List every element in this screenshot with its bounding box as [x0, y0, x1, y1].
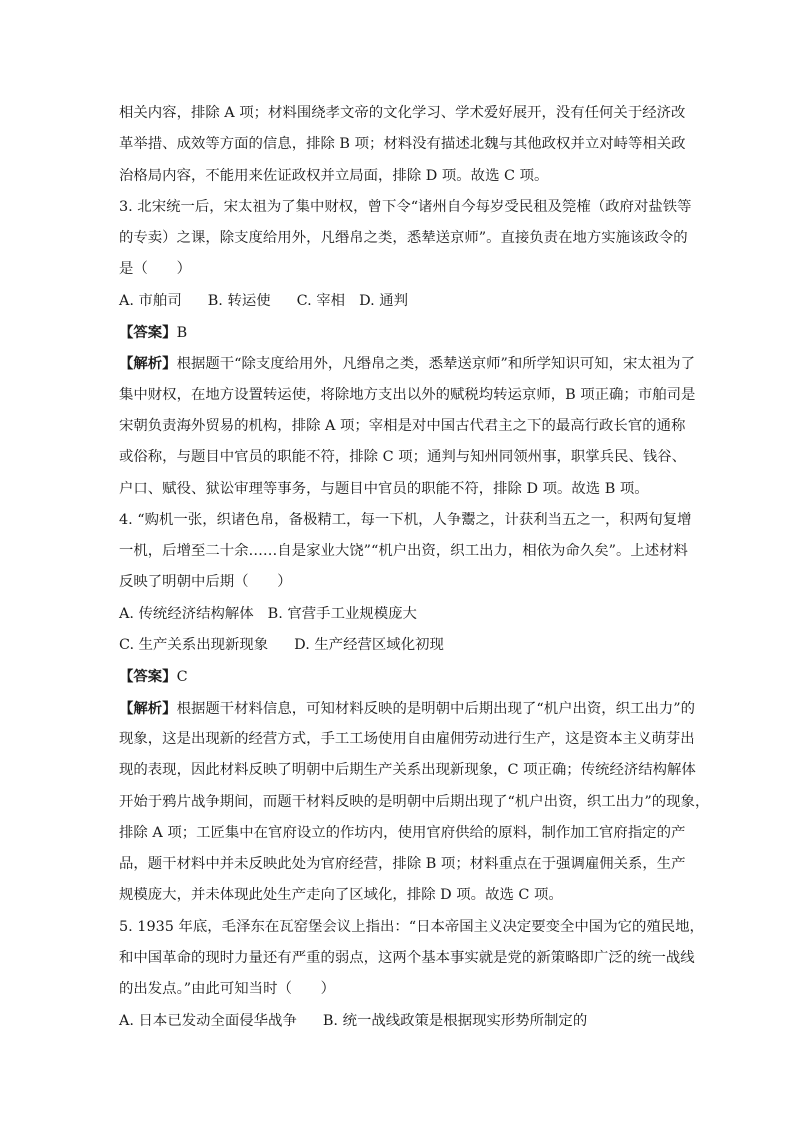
question-stem-line: 一机，后增至二十余……自是家业大饶”“机户出资，织工出力，相依为命久矣”。上述材料 — [119, 543, 688, 560]
options-row — [119, 630, 681, 661]
options-row — [119, 1006, 681, 1037]
option-d: D. 通判 — [359, 292, 409, 309]
option-b: B. 官营手工业规模庞大 — [267, 605, 417, 622]
analysis-line: 现象，这是出现新的经营方式，手工工场使用自由雇佣劳动进行生产，这是资本主义萌芽出 — [119, 730, 695, 747]
question-3 — [119, 192, 696, 505]
analysis-line — [119, 693, 695, 724]
analysis-line: 集中财权，在地方设置转运使，将除地方支出以外的赋税均转运京师，B 项正确；市舶司是 — [119, 386, 696, 403]
analysis-line: 现的表现，因此材料反映了明朝中后期生产关系出现新现象，C 项正确；传统经济结构解体 — [119, 762, 696, 779]
answer-label: 【答案】 — [119, 324, 177, 342]
analysis-line: 规模庞大，并未体现此处生产走向了区域化，排除 D 项。故选 C 项。 — [119, 887, 563, 904]
analysis-line: 户口、赋役、狱讼审理等事务，与题目中官员的职能不符，排除 D 项。故选 B 项。 — [119, 480, 649, 497]
question-stem-line: 的出发点。”由此可知当时（ ） — [119, 981, 336, 998]
question-stem-line: 是（ ） — [119, 261, 191, 278]
answer-line — [119, 661, 681, 692]
option-a: A. 市舶司 — [119, 292, 182, 309]
option-d: D. 生产经营区域化初现 — [294, 637, 444, 654]
option-a: A. 传统经济结构解体 — [119, 605, 254, 622]
text-line: 相关内容，排除 A 项；材料围绕孝文帝的文化学习、学术爱好展开，没有任何关于经济改 — [119, 105, 686, 121]
question-stem-line: 3. 北宋统一后，宋太祖为了集中财权，曾下令“诸州自今每岁受民租及筦榷（政府对盐铁等 — [119, 198, 692, 215]
question-stem-line: 5. 1935 年底，毛泽东在瓦窑堡会议上指出：“日本帝国主义决定要变全中国为它的殖民地， — [119, 918, 704, 935]
question-stem-line: 和中国革命的现时力量还有严重的弱点，这两个基本事实就是党的新策略即广泛的统一战线 — [119, 950, 695, 967]
answer-label: 【答案】 — [119, 668, 177, 686]
analysis-line: 宋朝负责海外贸易的机构，排除 A 项；宰相是对中国古代君主之下的最高行政长官的通称 — [119, 417, 686, 434]
question-stem-line: 4. “购机一张，织诸色帛，备极精工，每一下机，人争鬻之，计获利当五之一，积两旬复增 — [119, 511, 692, 528]
answer-value: B — [176, 325, 188, 342]
document-body — [119, 98, 710, 1037]
text-line: 治格局内容，不能用来佐证政权并立局面，排除 D 项。故选 C 项。 — [119, 167, 549, 184]
option-b: B. 转运使 — [207, 292, 271, 309]
analysis-line: 品，题干材料中并未反映此处为官府经营，排除 B 项；材料重点在于强调雇佣关系，生产 — [119, 856, 686, 873]
analysis-line: 排除 A 项；工匠集中在官府设立的作坊内，使用官府供给的原料，制作加工官府指定的产 — [119, 824, 686, 841]
options-row — [119, 599, 681, 630]
analysis-line: 或俗称，与题目中官员的职能不符，排除 C 项；通判与知州同领州事，职掌兵民、钱谷、 — [119, 449, 687, 466]
analysis-line — [119, 348, 695, 379]
question-4 — [119, 505, 710, 912]
question-5 — [119, 912, 704, 1037]
analysis-label: 【解析】 — [119, 355, 177, 373]
analysis-label: 【解析】 — [119, 699, 177, 717]
question-stem-line: 的专卖）之课，除支度给用外，凡缗帛之类，悉辇送京师”。直接负责在地方实施该政令的 — [119, 230, 688, 247]
options-row — [119, 286, 681, 317]
question-stem-line: 反映了明朝中后期（ ） — [119, 574, 292, 591]
option-a: A. 日本已发动全面侵华战争 — [119, 1012, 297, 1029]
option-c: C. 宰相 — [296, 292, 346, 309]
answer-value: C — [176, 669, 188, 686]
option-c: C. 生产关系出现新现象 — [119, 637, 269, 654]
text-line: 革举措、成效等方面的信息，排除 B 项；材料没有描述北魏与其他政权并立对峙等相关政 — [119, 136, 686, 153]
analysis-text: 根据题干“除支度给用外，凡缗帛之类，悉辇送京师”和所学知识可知，宋太祖为了 — [176, 356, 695, 373]
analysis-line: 开始于鸦片战争期间，而题干材料反映的是明朝中后期出现了“机户出资，织工出力”的现象， — [119, 793, 710, 810]
answer-line — [119, 317, 681, 348]
option-b: B. 统一战线政策是根据现实形势所制定的 — [322, 1012, 588, 1029]
analysis-text: 根据题干材料信息，可知材料反映的是明朝中后期出现了“机户出资，织工出力”的 — [176, 700, 695, 717]
